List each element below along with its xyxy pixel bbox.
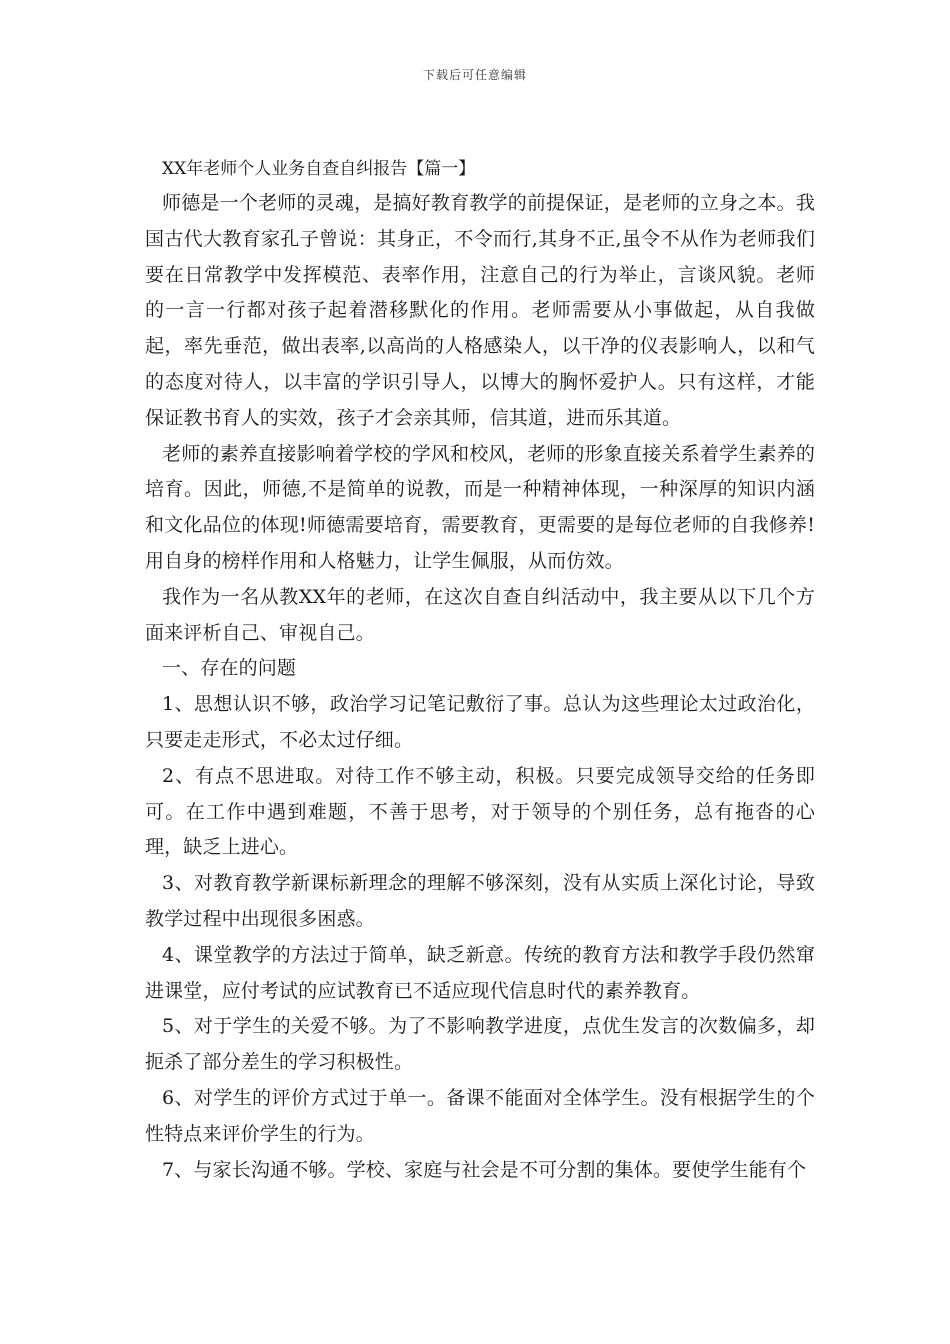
- paragraph-1: 师德是一个老师的灵魂，是搞好教育教学的前提保证，是老师的立身之本。我国古代大教育家孔子曾说：其身正，不令而行,其身不正,虽令不从作为老师我们要在日常教学中发挥模范、表率作用，注意自己的行为举止，言谈风貌。老师的一言一行都对孩子起着潜移默化的作用。老师需要从小事做起，从自我做起，率先垂范，做出表率,以高尚的人格感染人，以干净的仪表影响人，以和气的态度对待人，以丰富的学识引导人，以博大的胸怀爱护人。只有这样，才能保证教书育人的实效，孩子才会亲其师，信其道，进而乐其道。: [145, 192, 815, 429]
- list-item-5: 5、对于学生的关爱不够。为了不影响教学进度，点优生发言的次数偏多，却扼杀了部分差生的学习积极性。: [145, 1015, 815, 1074]
- list-item-7: 7、与家长沟通不够。学校、家庭与社会是不可分割的集体。要使学生能有个: [162, 1158, 807, 1181]
- list-item-3: 3、对教育教学新课标新理念的理解不够深刻，没有从实质上深化讨论，导致教学过程中出现很多困惑。: [145, 872, 815, 930]
- paragraph-2: 老师的素养直接影响着学校的学风和校风，老师的形象直接关系着学生素养的培育。因此，师德,不是简单的说教，而是一种精神体现，一种深厚的知识内涵和文化品位的体现!师德需要培育，需要教育，更需要的是每位老师的自我修养!用自身的榜样作用和人格魅力，让学生佩服，从而仿效。: [145, 442, 815, 572]
- section-heading-problems: 一、存在的问题: [162, 657, 297, 680]
- list-item-2: 2、有点不思进取。对待工作不够主动，积极。只要完成领导交给的任务即可。在工作中遇到难题，不善于思考，对于领导的个别任务，总有拖沓的心理，缺乏上进心。: [145, 764, 815, 859]
- list-item-1: 1、思想认识不够，政治学习记笔记敷衍了事。总认为这些理论太过政治化，只要走走形式，不必太过仔细。: [145, 693, 815, 751]
- list-item-4: 4、课堂教学的方法过于简单，缺乏新意。传统的教育方法和教学手段仍然窜进课堂，应付考试的应试教育已不适应现代信息时代的素养教育。: [145, 943, 815, 1002]
- document-title: XX年老师个人业务自查自纠报告【篇一】: [162, 159, 476, 179]
- list-item-6: 6、对学生的评价方式过于单一。备课不能面对全体学生。没有根据学生的个性特点来评价学生的行为。: [145, 1086, 815, 1145]
- header-note: 下载后可任意编辑: [422, 68, 527, 82]
- paragraph-3: 我作为一名从教XX年的老师，在这次自查自纠活动中，我主要从以下几个方面来评析自己、审视自己。: [145, 585, 815, 644]
- document-body: [145, 152, 815, 1188]
